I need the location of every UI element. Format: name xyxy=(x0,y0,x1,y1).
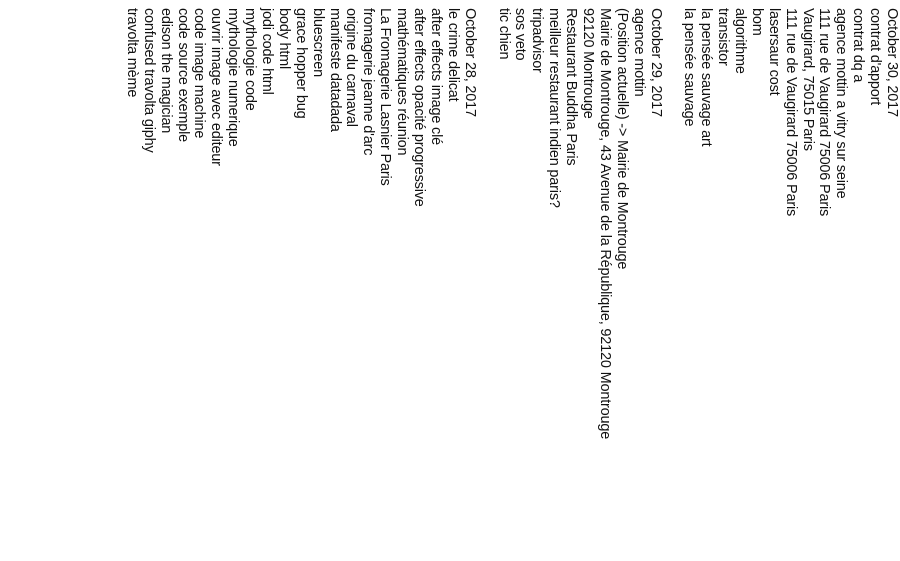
history-entry: algorithme xyxy=(731,8,748,74)
date-heading: October 30, 2017 xyxy=(884,8,900,117)
history-entry: meilleur restaurant indien paris? xyxy=(546,8,563,208)
history-entry: contrat d'apport xyxy=(867,8,884,106)
history-entry: La Fromagerie Lasnier Paris xyxy=(377,8,394,186)
history-entry: after effects opacité progressive xyxy=(411,8,428,207)
history-entry: Mairie de Montrouge, 43 Avenue de la République, 92120 Montrouge xyxy=(596,8,613,440)
history-entry: after effects image clé xyxy=(427,8,444,145)
search-history-list xyxy=(123,8,900,548)
history-entry: code source exemple xyxy=(174,8,191,143)
history-entry: edison the magician xyxy=(157,8,174,134)
history-entry: jodi code html xyxy=(259,8,276,95)
history-entry: code image machine xyxy=(191,8,208,139)
history-entry: mythologie numerique xyxy=(225,8,242,147)
history-entry: grace hopper bug xyxy=(292,8,309,119)
history-entry: transistor xyxy=(715,8,732,66)
history-entry: mathématiques réunion xyxy=(394,8,411,156)
history-entry: lasersaur cost xyxy=(765,8,782,96)
history-entry: 111 rue de Vaugirard 75006 Paris xyxy=(816,8,833,217)
history-entry: la pensée sauvage art xyxy=(698,8,715,147)
history-entry: Restaurant Buddha Paris xyxy=(563,8,580,166)
history-entry: ouvrir image avec editeur xyxy=(208,8,225,166)
history-entry: sos veto xyxy=(512,8,529,61)
history-entry: travolta mème xyxy=(123,8,140,98)
history-entry: tripadvisor xyxy=(529,8,546,73)
history-entry: tic chien xyxy=(495,8,512,60)
history-entry: bluescreen xyxy=(309,8,326,77)
history-entry: origine du carnaval xyxy=(343,8,360,127)
day-separator xyxy=(478,8,495,548)
history-entry: 92120 Montrouge xyxy=(579,8,596,119)
day-separator xyxy=(664,8,681,548)
history-entry: body html xyxy=(275,8,292,70)
date-heading: October 28, 2017 xyxy=(461,8,478,117)
history-entry: mythologie code xyxy=(242,8,259,111)
history-entry: confused travolta giphy xyxy=(140,8,157,153)
history-entry: la pensée sauvage xyxy=(681,8,698,127)
history-entry: Vaugirard, 75015 Paris xyxy=(799,8,816,151)
history-entry: agence mottin xyxy=(630,8,647,97)
history-entry: contrat dq a xyxy=(850,8,867,83)
history-entry: bom xyxy=(748,8,765,36)
history-entry: le crime delicat xyxy=(444,8,461,102)
history-entry: fromagerie jeanne d'arc xyxy=(360,8,377,156)
history-entry: 111 rue de Vaugirard 75006 Paris xyxy=(782,8,799,217)
history-entry: manifeste datadada xyxy=(326,8,343,132)
history-entry: (Position actuelle) -> Mairie de Montrouge xyxy=(613,8,630,270)
history-entry: agence mottin a vitry sur seine xyxy=(833,8,850,199)
date-heading: October 29, 2017 xyxy=(647,8,664,117)
